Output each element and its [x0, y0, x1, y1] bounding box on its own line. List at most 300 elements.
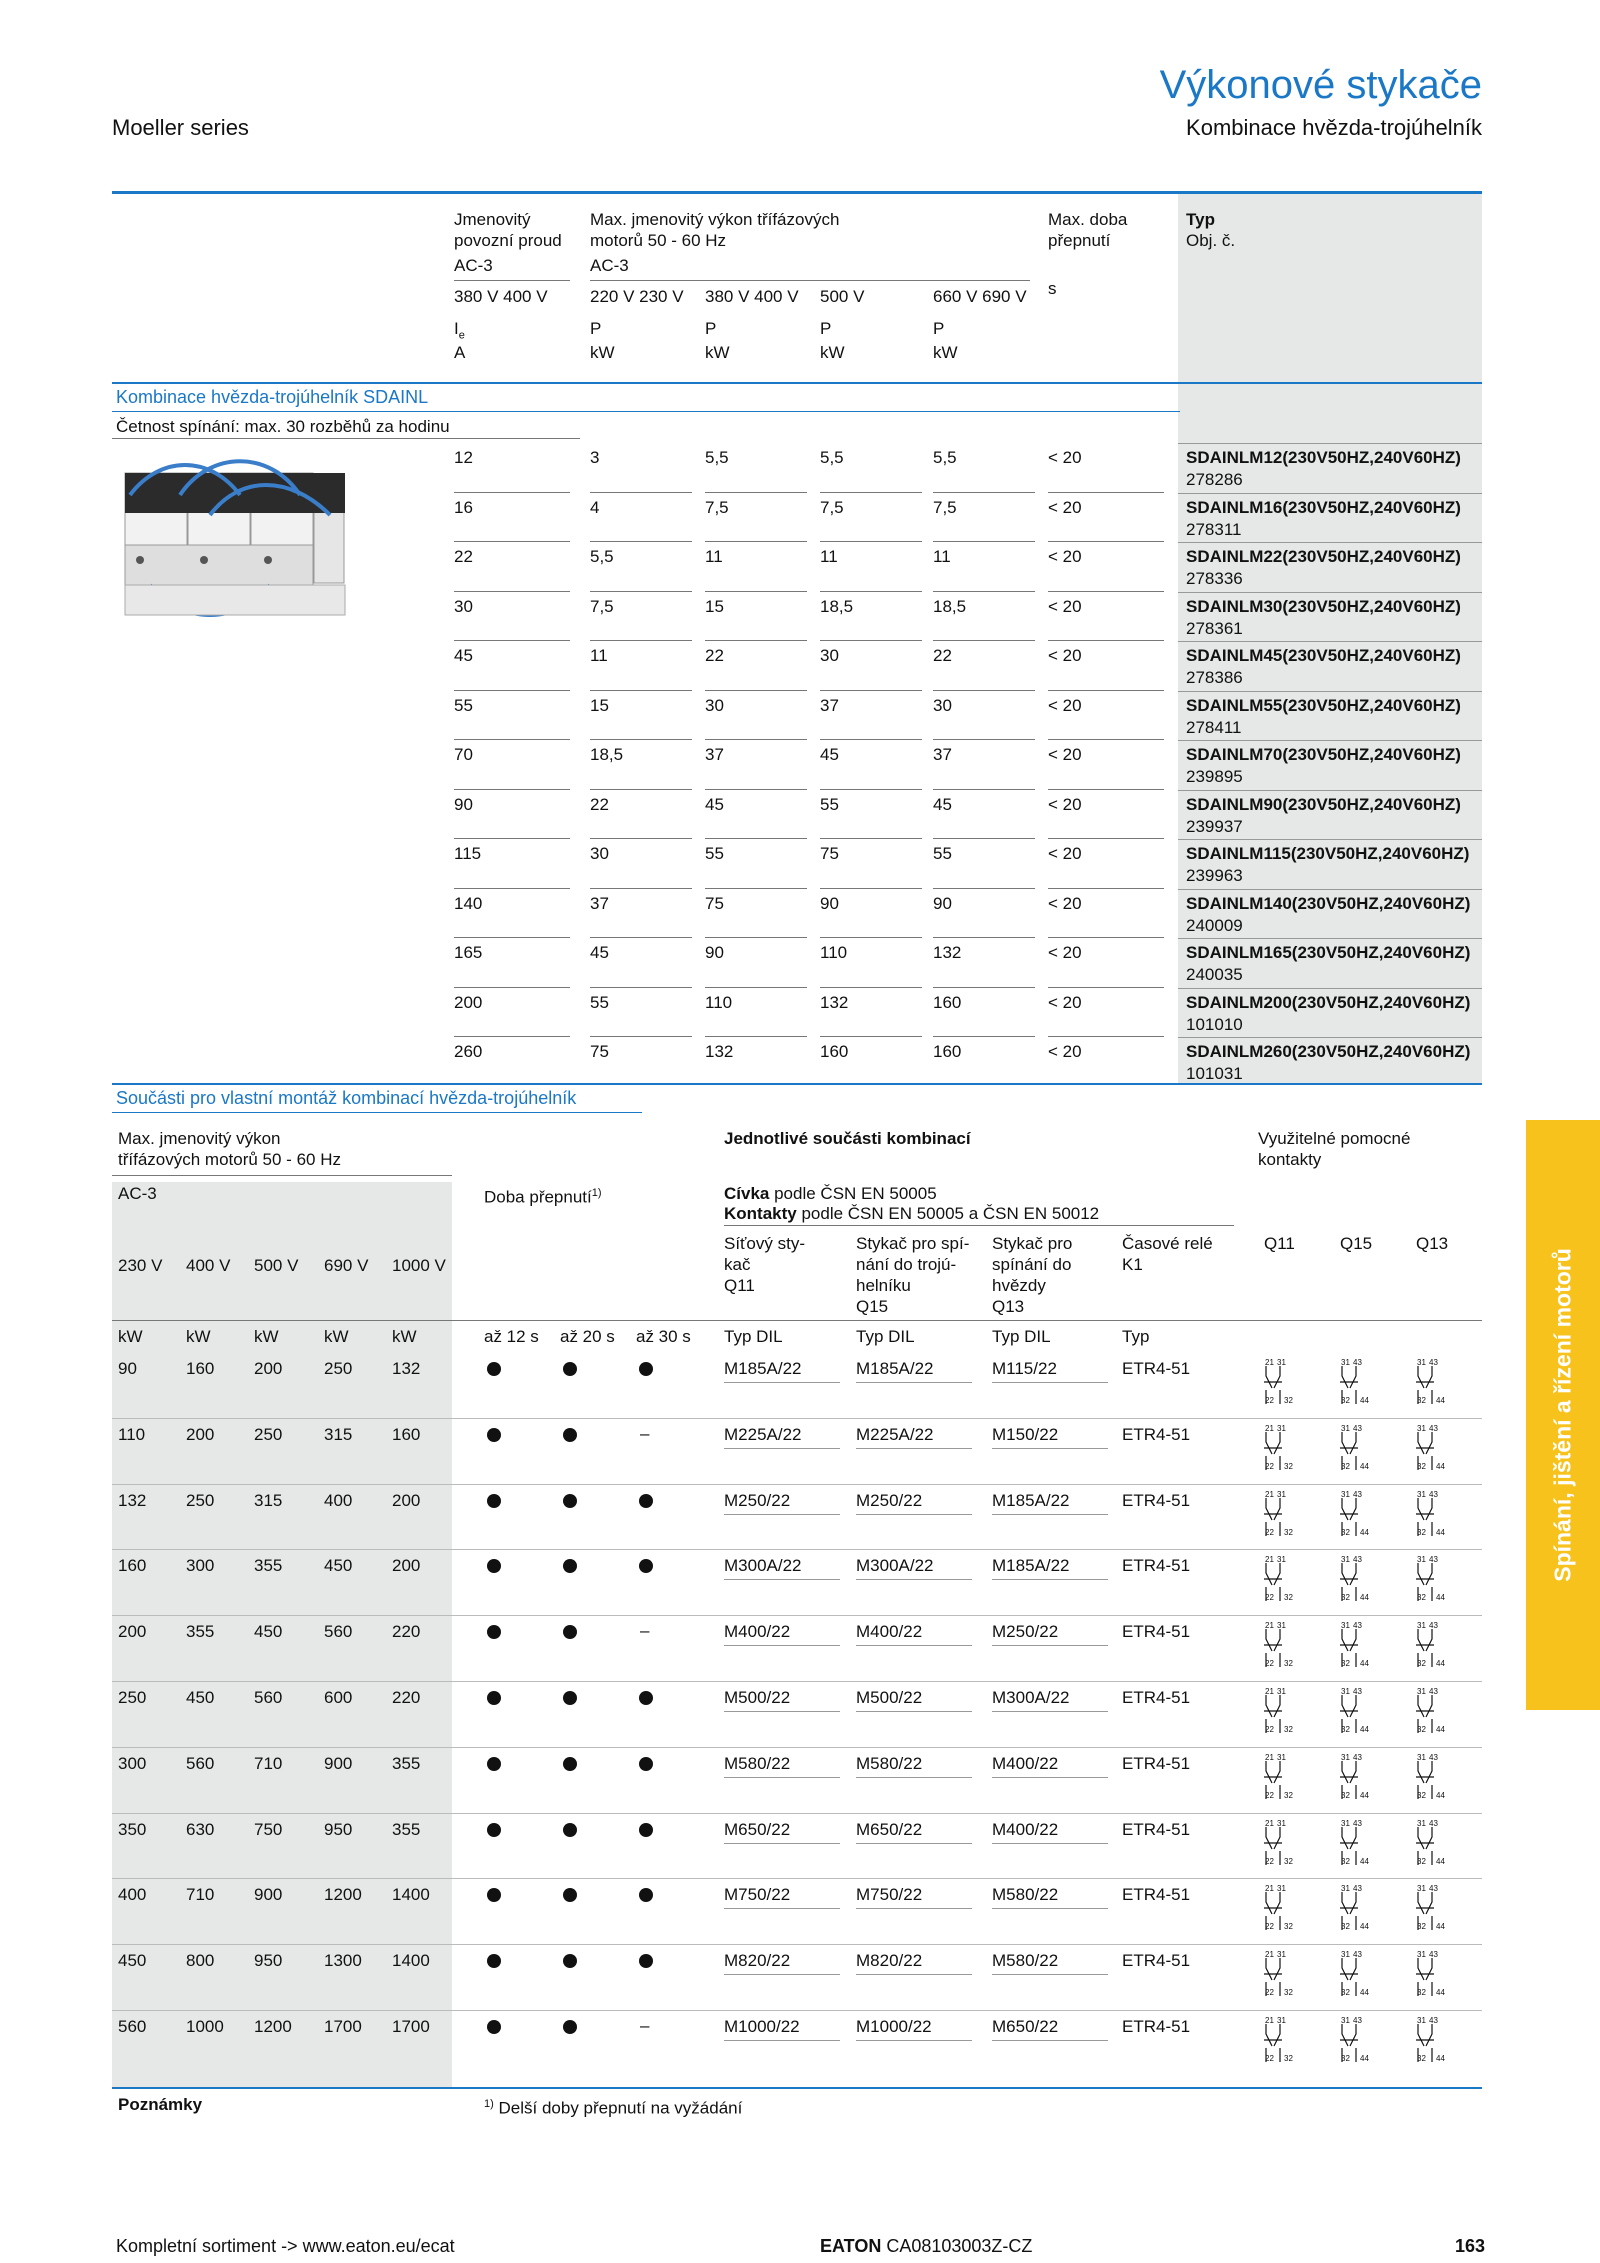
component-type: M580/22 [856, 1753, 923, 1773]
power-value: 250 [254, 1424, 283, 1444]
sdainl-cell: 7,5 [590, 596, 614, 616]
sdainl-cell: 18,5 [820, 596, 854, 616]
power-value: 900 [254, 1885, 283, 1905]
sdainl-cell: 200 [454, 992, 483, 1012]
component-type: M185A/22 [724, 1359, 802, 1378]
power-value: 400 [324, 1490, 353, 1510]
component-type: M500/22 [856, 1688, 923, 1707]
component-type: M250/22 [992, 1622, 1059, 1642]
svg-text:44: 44 [1436, 1659, 1445, 1669]
component-row-divider [112, 1549, 1482, 1550]
ac3-label: AC-3 [118, 1184, 157, 1203]
row-divider [933, 937, 1035, 938]
power-value: 950 [254, 1951, 283, 1971]
row-divider [590, 690, 692, 691]
svg-text:44: 44 [1436, 1461, 1445, 1471]
component-type: M115/22 [992, 1359, 1057, 1378]
power-value: 1700 [392, 2017, 430, 2036]
component-type: M400/22 [992, 1819, 1059, 1839]
section-rule-top [112, 382, 1482, 384]
sdainl-type: SDAINLM45(230V50HZ,240V60HZ) [1186, 646, 1461, 665]
row-divider [454, 987, 570, 988]
sdainl-cell: 37 [705, 745, 724, 764]
sdainl-order-no: 240009 [1186, 915, 1243, 935]
svg-text:32: 32 [1284, 1527, 1293, 1537]
aux-contact-diagram [1414, 1948, 1468, 1998]
type-divider [1178, 592, 1482, 593]
svg-text:43: 43 [1353, 1687, 1362, 1696]
svg-text:22: 22 [1265, 1396, 1274, 1405]
type-divider [1178, 1037, 1482, 1038]
power-value: 315 [254, 1490, 283, 1510]
bv-4: 1000 V [392, 1256, 446, 1275]
aux-contact-diagram [1262, 1488, 1316, 1538]
available-dot [639, 1559, 653, 1573]
svg-text:32: 32 [1341, 1922, 1350, 1932]
aux-contact-diagram [1338, 1422, 1392, 1472]
aux-contact-diagram [1338, 1817, 1392, 1867]
svg-text:44: 44 [1360, 1988, 1369, 1998]
row-divider [705, 739, 807, 740]
sdainl-cell: 12 [454, 448, 473, 467]
component-type: M185A/22 [856, 1359, 934, 1378]
power-value: 750 [254, 1819, 283, 1839]
unit-1: kW [590, 343, 615, 362]
row-divider [705, 640, 807, 641]
svg-text:22: 22 [1265, 1659, 1274, 1669]
series-label: Moeller series [112, 115, 249, 140]
svg-text:44: 44 [1360, 1527, 1369, 1537]
bu-4: kW [392, 1327, 417, 1346]
sdainl-cell: 37 [590, 893, 609, 913]
power-value: 1400 [392, 1951, 430, 1971]
component-underline [856, 1579, 972, 1580]
available-dot [563, 1428, 577, 1442]
svg-text:31: 31 [1277, 1752, 1286, 1762]
sdainl-order-no: 278386 [1186, 668, 1243, 687]
h-type: Typ Obj. č. [1186, 210, 1236, 250]
row-divider [454, 789, 570, 790]
row-divider [820, 789, 922, 790]
available-dot [487, 1691, 501, 1705]
sdainl-cell: < 20 [1048, 844, 1082, 863]
sdainl-type: SDAINLM70(230V50HZ,240V60HZ) [1186, 745, 1461, 764]
row-divider [590, 937, 692, 938]
sdainl-cell: < 20 [1048, 943, 1082, 962]
svg-text:44: 44 [1360, 1725, 1369, 1734]
row-divider [705, 838, 807, 839]
row-divider [820, 492, 922, 493]
component-type: M225A/22 [856, 1424, 934, 1444]
svg-text:32: 32 [1341, 1593, 1350, 1603]
type-divider [1178, 443, 1482, 444]
power-value: 315 [324, 1424, 353, 1444]
sdainl-cell: < 20 [1048, 1042, 1082, 1061]
available-dot [487, 1954, 501, 1968]
page-subtitle: Kombinace hvězda-trojúhelník [1186, 115, 1482, 140]
units-rule [112, 1320, 1482, 1321]
power-value: 250 [324, 1359, 353, 1378]
svg-text:43: 43 [1353, 1358, 1362, 1367]
row-divider [454, 640, 570, 641]
available-dot [487, 1494, 501, 1508]
sdainl-cell: 11 [933, 547, 951, 566]
sdainl-cell: 55 [454, 695, 473, 715]
notes-label: Poznámky [118, 2095, 203, 2114]
available-dot [563, 2020, 577, 2034]
available-dot [487, 1362, 501, 1376]
row-divider [820, 690, 922, 691]
sdainl-cell: 165 [454, 943, 483, 962]
power-value: 560 [118, 2017, 147, 2036]
svg-text:31: 31 [1417, 1423, 1426, 1433]
svg-text:43: 43 [1429, 1423, 1438, 1433]
available-dot [487, 1559, 501, 1573]
sdainl-cell: 22 [590, 794, 609, 814]
sdainl-cell: 16 [454, 497, 473, 517]
power-value: 220 [392, 1688, 421, 1707]
component-underline [724, 1908, 840, 1909]
svg-text:32: 32 [1417, 1725, 1426, 1734]
unavailable-dash: – [640, 1621, 650, 1641]
svg-text:32: 32 [1341, 1790, 1350, 1800]
power-value: 450 [118, 1951, 147, 1971]
row-divider [1048, 739, 1164, 740]
available-dot [639, 1494, 653, 1508]
sdainl-type: SDAINLM260(230V50HZ,240V60HZ) [1186, 1042, 1471, 1061]
sdainl-cell: 132 [933, 943, 962, 962]
sdainl-cell: 37 [933, 745, 952, 764]
svg-text:31: 31 [1277, 1687, 1286, 1696]
row-divider [590, 1036, 692, 1037]
svg-text:32: 32 [1284, 2054, 1293, 2063]
type-divider [1178, 740, 1482, 741]
power-value: 200 [392, 1490, 421, 1510]
aux-contact-diagram [1262, 1882, 1316, 1932]
aux-head-q11: Q11 [1264, 1234, 1295, 1253]
row-divider [820, 739, 922, 740]
svg-text:31: 31 [1417, 1621, 1426, 1631]
component-underline [724, 1777, 840, 1778]
svg-text:21: 21 [1265, 1358, 1274, 1367]
svg-text:32: 32 [1284, 1988, 1293, 1998]
sdainl-order-no: 240035 [1186, 965, 1243, 984]
svg-text:31: 31 [1417, 1358, 1426, 1367]
section-underline [112, 411, 1180, 412]
row-divider [820, 888, 922, 889]
aux-contact-diagram [1338, 1685, 1392, 1735]
row-divider [1048, 640, 1164, 641]
svg-text:43: 43 [1353, 1752, 1362, 1762]
component-row-divider [112, 1944, 1482, 1945]
row-divider [705, 1036, 807, 1037]
svg-text:31: 31 [1277, 1489, 1286, 1499]
component-row-divider [112, 1681, 1482, 1682]
th-2: až 30 s [636, 1327, 691, 1346]
svg-text:31: 31 [1417, 1884, 1426, 1894]
page-title: Výkonové stykače [1159, 63, 1482, 107]
available-dot [639, 1691, 653, 1705]
sdainl-cell: 30 [820, 646, 839, 665]
svg-text:31: 31 [1417, 1489, 1426, 1499]
h-contacts: Kontakty podle ČSN EN 50005 a ČSN EN 50012 [724, 1204, 1100, 1223]
svg-text:22: 22 [1265, 2054, 1274, 2063]
power-value: 355 [392, 1819, 421, 1839]
row-divider [705, 937, 807, 938]
row-divider [590, 640, 692, 641]
svg-text:43: 43 [1429, 1489, 1438, 1499]
row-divider [590, 888, 692, 889]
sdainl-cell: 22 [933, 646, 952, 665]
svg-text:44: 44 [1436, 1396, 1445, 1405]
sdainl-cell: < 20 [1048, 497, 1082, 517]
power-value: 1400 [392, 1885, 430, 1905]
aux-contact-diagram [1338, 1948, 1392, 1998]
available-dot [563, 1823, 577, 1837]
component-underline [992, 1711, 1108, 1712]
row-divider [933, 541, 1035, 542]
aux-contact-diagram [1262, 1619, 1316, 1669]
power-value: 250 [186, 1490, 215, 1510]
component-type: M250/22 [724, 1490, 791, 1510]
available-dot [563, 1362, 577, 1376]
svg-text:43: 43 [1429, 2016, 1438, 2025]
svg-text:43: 43 [1353, 1489, 1362, 1499]
sym-1: P [590, 319, 602, 338]
typ-3: Typ [1122, 1327, 1150, 1346]
row-divider [933, 739, 1035, 740]
unit-2: kW [705, 343, 730, 362]
component-type: ETR4-51 [1122, 1622, 1191, 1642]
comp-head-q11: Síťový sty- kač Q11 [724, 1234, 805, 1295]
v-2: 380 V 400 V [705, 287, 799, 306]
sdainl-cell: 75 [590, 1042, 609, 1061]
aux-contact-diagram [1262, 1356, 1316, 1406]
bottom-section-rule [112, 1083, 1482, 1085]
component-type: ETR4-51 [1122, 1819, 1191, 1839]
sdainl-cell: 11 [590, 646, 608, 665]
power-value: 560 [324, 1622, 353, 1642]
svg-text:43: 43 [1429, 1818, 1438, 1828]
svg-text:31: 31 [1341, 1884, 1350, 1894]
power-value: 300 [118, 1753, 147, 1773]
sdainl-cell: 45 [705, 794, 724, 814]
type-divider [1178, 493, 1482, 494]
svg-text:31: 31 [1341, 1621, 1350, 1631]
svg-text:43: 43 [1353, 1621, 1362, 1631]
sdainl-type: SDAINLM55(230V50HZ,240V60HZ) [1186, 695, 1461, 715]
sdainl-cell: 22 [705, 646, 724, 665]
row-divider [590, 987, 692, 988]
row-divider [705, 690, 807, 691]
svg-text:31: 31 [1277, 1950, 1286, 1960]
sdainl-cell: 70 [454, 745, 473, 764]
available-dot [487, 1625, 501, 1639]
row-divider [820, 591, 922, 592]
bu-0: kW [118, 1327, 143, 1346]
th-1: až 20 s [560, 1327, 615, 1346]
row-divider [705, 541, 807, 542]
component-underline [724, 1514, 840, 1515]
aux-contact-diagram [1338, 1356, 1392, 1406]
sdainl-cell: 75 [705, 893, 724, 913]
component-type: ETR4-51 [1122, 1951, 1191, 1971]
v-0: 380 V 400 V [454, 287, 548, 306]
power-value: 200 [254, 1359, 283, 1378]
power-value: 710 [254, 1753, 283, 1773]
typ-1: Typ DIL [856, 1327, 915, 1346]
sdainl-type: SDAINLM165(230V50HZ,240V60HZ) [1186, 943, 1471, 962]
sdainl-cell: 90 [820, 893, 839, 913]
row-divider [820, 541, 922, 542]
row-divider [454, 492, 570, 493]
sdainl-cell: 75 [820, 844, 839, 863]
bu-3: kW [324, 1327, 349, 1346]
bv-1: 400 V [186, 1256, 231, 1275]
svg-text:32: 32 [1341, 1527, 1350, 1537]
sdainl-order-no: 278361 [1186, 618, 1243, 638]
row-divider [590, 789, 692, 790]
notes-rule [112, 2087, 1482, 2089]
sdainl-order-no: 239937 [1186, 816, 1243, 836]
row-divider [590, 838, 692, 839]
available-dot [563, 1757, 577, 1771]
row-divider [705, 888, 807, 889]
page-number: 163 [1454, 2236, 1485, 2256]
time-unit: s [1048, 279, 1057, 298]
aux-contact-diagram [1414, 1751, 1468, 1801]
sdainl-cell: 11 [820, 547, 838, 566]
power-value: 900 [324, 1753, 353, 1773]
component-row-divider [112, 1484, 1482, 1485]
component-type: M650/22 [724, 1819, 791, 1839]
component-type: M750/22 [856, 1885, 923, 1905]
svg-text:31: 31 [1417, 1818, 1426, 1828]
sym-3: P [820, 319, 832, 338]
sym-2: P [705, 319, 717, 338]
svg-text:32: 32 [1284, 1790, 1293, 1800]
row-divider [933, 640, 1035, 641]
power-value: 200 [186, 1424, 215, 1444]
component-underline [856, 1711, 972, 1712]
power-value: 160 [392, 1424, 421, 1444]
row-divider [590, 492, 692, 493]
sdainl-cell: 90 [933, 893, 952, 913]
row-divider [1048, 541, 1164, 542]
svg-text:32: 32 [1341, 2054, 1350, 2063]
component-row-divider [112, 1878, 1482, 1879]
svg-text:31: 31 [1341, 1555, 1350, 1565]
sdainl-cell: < 20 [1048, 695, 1082, 715]
h-rule-1 [454, 280, 570, 281]
footer-link[interactable]: Kompletní sortiment -> www.eaton.eu/ecat [116, 2236, 455, 2256]
sdainl-cell: 45 [454, 646, 473, 665]
power-value: 200 [118, 1622, 147, 1642]
aux-head-q15: Q15 [1340, 1234, 1373, 1253]
sdainl-type: SDAINLM30(230V50HZ,240V60HZ) [1186, 596, 1461, 616]
svg-text:43: 43 [1353, 1555, 1362, 1565]
component-type: ETR4-51 [1122, 1753, 1191, 1773]
svg-text:44: 44 [1360, 2054, 1369, 2063]
aux-contact-diagram [1262, 1751, 1316, 1801]
component-type: M1000/22 [856, 2017, 932, 2036]
svg-text:43: 43 [1429, 1555, 1438, 1565]
component-type: ETR4-51 [1122, 1688, 1191, 1707]
aux-contact-diagram [1414, 1882, 1468, 1932]
svg-text:32: 32 [1284, 1461, 1293, 1471]
svg-text:22: 22 [1265, 1725, 1274, 1734]
svg-text:43: 43 [1429, 1621, 1438, 1631]
component-row-divider [112, 1418, 1482, 1419]
sdainl-type: SDAINLM200(230V50HZ,240V60HZ) [1186, 992, 1471, 1012]
power-value: 1300 [324, 1951, 362, 1971]
svg-text:44: 44 [1436, 1856, 1445, 1866]
power-value: 160 [186, 1359, 215, 1378]
component-underline [856, 2040, 972, 2041]
available-dot [639, 1954, 653, 1968]
component-underline [724, 2040, 840, 2041]
sdainl-cell: < 20 [1048, 794, 1082, 814]
component-underline [992, 1974, 1108, 1975]
component-underline [992, 1908, 1108, 1909]
section-title-components: Součásti pro vlastní montáž kombinací hvězda-trojúhelník [116, 1088, 577, 1108]
row-divider [1048, 492, 1164, 493]
component-type: M150/22 [992, 1424, 1059, 1444]
sdainl-cell: 18,5 [933, 596, 967, 616]
component-type: ETR4-51 [1122, 1490, 1191, 1510]
svg-text:31: 31 [1341, 1489, 1350, 1499]
typ-2: Typ DIL [992, 1327, 1051, 1346]
sdainl-cell: < 20 [1048, 745, 1082, 764]
svg-text:32: 32 [1341, 1396, 1350, 1405]
power-value: 110 [118, 1424, 146, 1444]
sdainl-cell: < 20 [1048, 992, 1082, 1012]
unavailable-dash: – [640, 1423, 650, 1443]
svg-text:32: 32 [1341, 1856, 1350, 1866]
row-divider [933, 492, 1035, 493]
power-value: 560 [254, 1688, 283, 1707]
h-aux: Využitelné pomocné kontakty [1258, 1129, 1411, 1169]
svg-text:44: 44 [1436, 1988, 1445, 1998]
row-divider [705, 591, 807, 592]
sdainl-cell: 110 [820, 943, 848, 962]
component-underline [992, 1514, 1108, 1515]
power-value: 1200 [324, 1885, 362, 1905]
switching-note: Četnost spínání: max. 30 rozběhů za hodinu [116, 417, 450, 436]
svg-text:22: 22 [1265, 1593, 1274, 1603]
aux-contact-diagram [1262, 1553, 1316, 1603]
component-row-divider [112, 2010, 1482, 2011]
sdainl-cell: 90 [705, 943, 724, 962]
component-underline [856, 1843, 972, 1844]
sdainl-cell: 7,5 [820, 497, 844, 517]
sdainl-cell: 55 [933, 844, 952, 863]
svg-text:22: 22 [1265, 1527, 1274, 1537]
power-value: 132 [392, 1359, 421, 1378]
svg-text:44: 44 [1436, 1725, 1445, 1734]
row-divider [454, 838, 570, 839]
svg-text:32: 32 [1417, 1988, 1426, 1998]
power-value: 1000 [186, 2017, 224, 2036]
sdainl-cell: 30 [454, 596, 473, 616]
svg-text:21: 21 [1265, 1950, 1274, 1960]
sdainl-type: SDAINLM12(230V50HZ,240V60HZ) [1186, 448, 1461, 467]
row-divider [933, 591, 1035, 592]
sdainl-type: SDAINLM140(230V50HZ,240V60HZ) [1186, 893, 1471, 913]
row-divider [933, 888, 1035, 889]
sdainl-cell: 5,5 [590, 547, 614, 566]
sdainl-cell: 7,5 [933, 497, 957, 517]
